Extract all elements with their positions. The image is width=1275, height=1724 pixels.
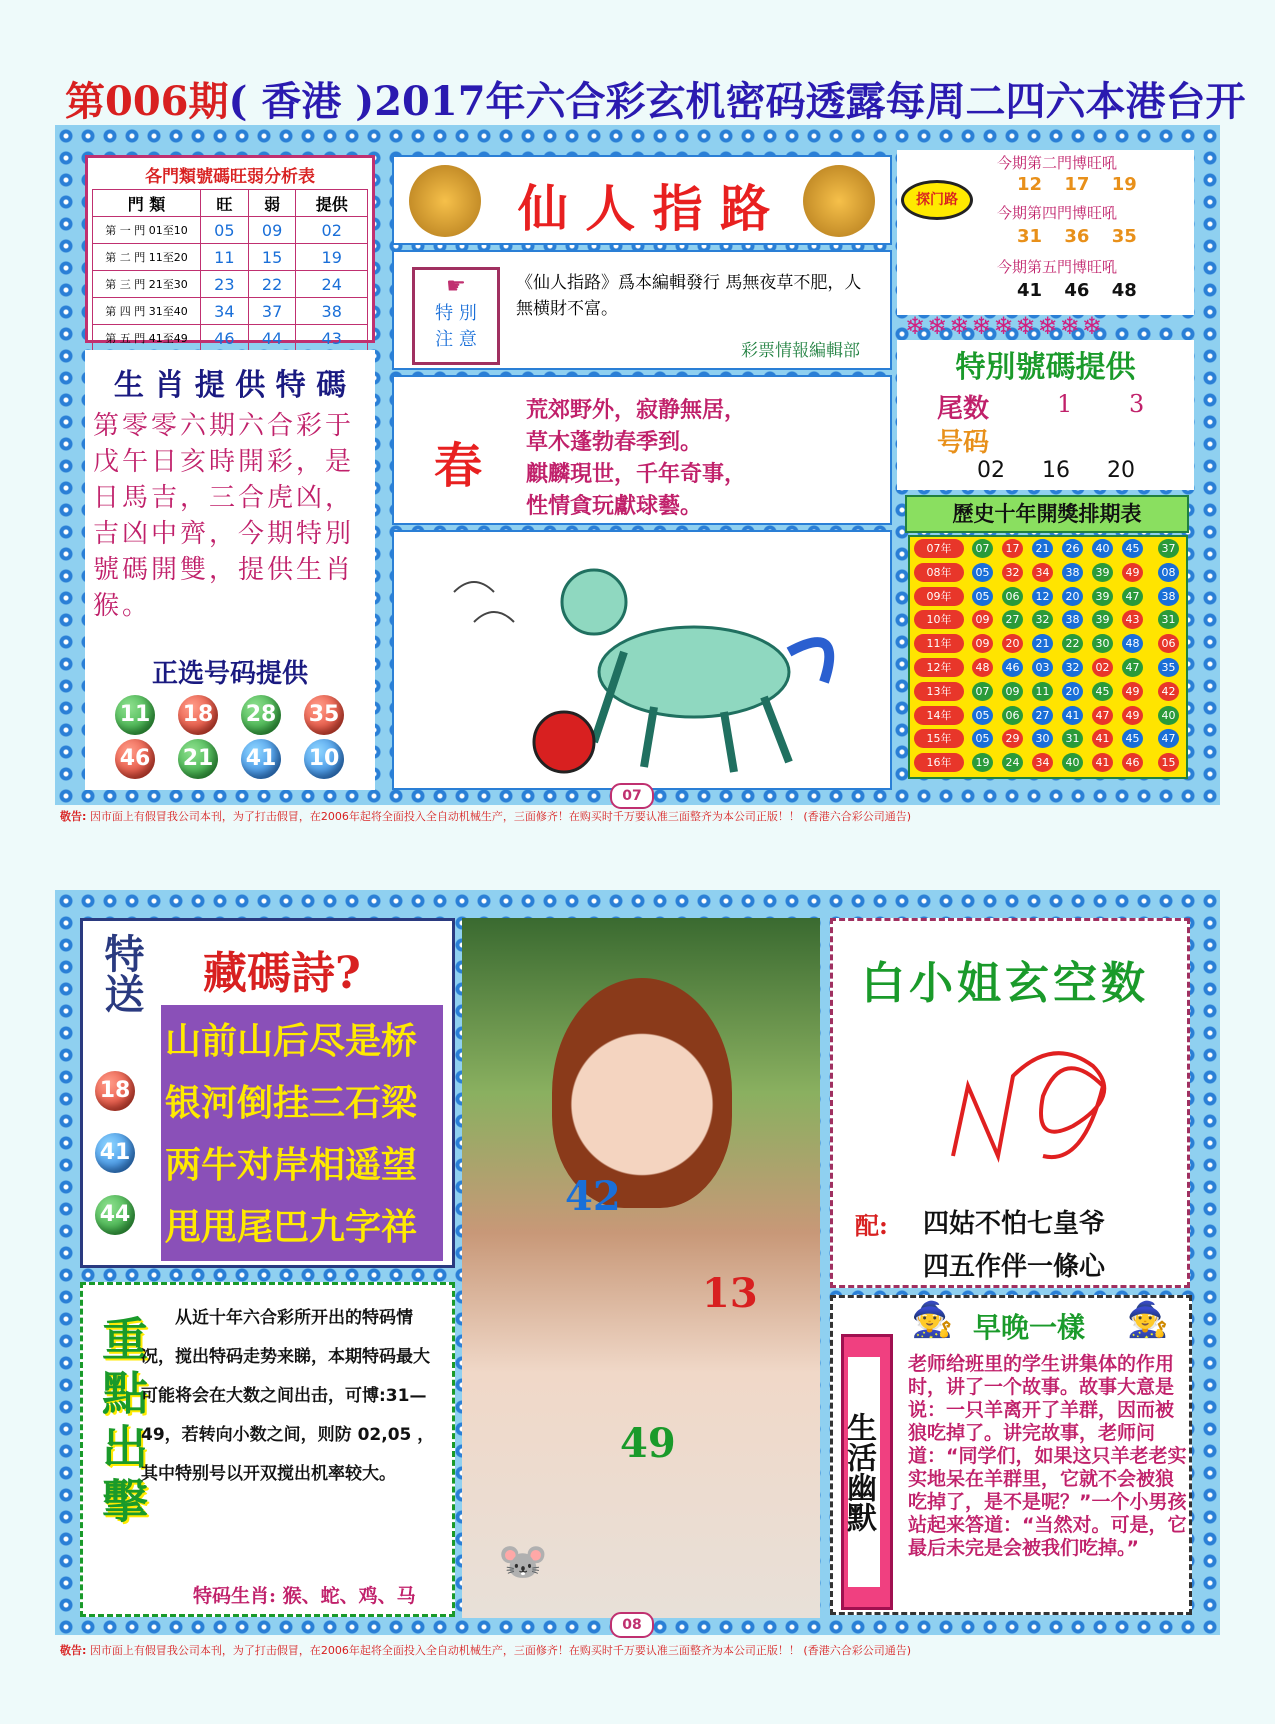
history-ball: 40 [1092,539,1113,558]
zodiac-text: 第零零六期六合彩于戊午日亥時開彩，是日馬吉，三合虎凶，吉凶中齊，今期特別號碼開雙，提供生肖猴。 [93,411,355,621]
history-ball: 37 [1158,539,1179,558]
history-ball: 41 [1092,753,1113,772]
history-ball: 49 [1122,682,1143,701]
miss-line: 四姑不怕七皇爷 [923,1209,1106,1239]
history-year: 09年 [914,587,964,606]
notice-label: 敬告: [60,810,87,823]
zodiac-title: 生 肖 提 供 特 碼 [113,368,347,403]
poem2-title: 藏碼詩? [203,948,361,999]
table-cell: 23 [201,271,249,298]
history-year: 12年 [914,658,964,677]
humor-title: 早晚一樣 [973,1311,1086,1344]
history-ball: 38 [1062,563,1083,582]
history-ball: 32 [1062,658,1083,677]
table-cell: 第 二 門 11至20 [93,244,201,271]
history-ball: 07 [972,539,993,558]
note-label-box [412,267,500,365]
history-ball: 20 [1002,634,1023,653]
history-row [910,608,1186,631]
mouse-icon: 🐭 [498,1539,548,1585]
history-year: 14年 [914,706,964,725]
history-ball: 08 [1158,563,1179,582]
miss-pei: 配: [855,1211,888,1240]
history-ball: 24 [1002,753,1023,772]
miss-line: 四五作伴一條心 [923,1252,1106,1282]
history-year: 16年 [914,753,964,772]
history-ball: 26 [1062,539,1083,558]
history-ball: 46 [1002,658,1023,677]
history-ball: 07 [972,682,993,701]
notice-line [60,808,1220,824]
history-ball: 21 [1032,634,1053,653]
history-ball: 47 [1122,658,1143,677]
number-ball: 35 [304,695,344,735]
history-ball: 05 [972,563,993,582]
history-ball: 09 [972,634,993,653]
photo-number: 49 [620,1420,676,1467]
history-ball: 19 [972,753,993,772]
main-picks-balls [115,695,365,785]
history-ball: 05 [972,729,993,748]
note-label: 特 別 [435,303,477,324]
table-cell: 11 [201,244,249,271]
history-ball: 38 [1158,587,1179,606]
issue-number: 第006期 [65,78,229,125]
poem2-ball: 18 [95,1071,135,1111]
history-year: 08年 [914,563,964,582]
history-ball: 21 [1032,539,1053,558]
poem-line: 荒郊野外，寂静無居， [526,397,747,423]
table-row [93,271,368,298]
header-title [65,70,1246,128]
focus-zodiac: 特码生肖: 猴、蛇、鸡、马 [193,1585,416,1607]
table-cell: 第 五 門 41至49 [93,325,201,352]
history-ball: 32 [1002,563,1023,582]
humor-side-text: 生活幽默 [848,1357,880,1587]
history-row [910,656,1186,679]
history-row [910,537,1186,560]
history-ball: 34 [1032,753,1053,772]
poem2-ball: 41 [95,1133,135,1173]
history-ball: 45 [1122,539,1143,558]
notice-sign: (香港六合彩公司通告) [803,1644,911,1657]
miss-title: 白小姐玄空数 [861,958,1149,1009]
poem2-line: 银河倒挂三石梁 [165,1083,418,1124]
door-nums: 12 17 19 [1017,174,1137,195]
table-cell: 第 四 門 31至40 [93,298,201,325]
history-ball: 40 [1062,753,1083,772]
history-ball: 15 [1158,753,1179,772]
pointing-hand-icon: ☛ [446,274,466,299]
table-cell: 第 一 門 01至10 [93,217,201,244]
focus-panel [80,1282,455,1617]
history-ball: 42 [1158,682,1179,701]
door-nums: 31 36 35 [1017,226,1137,247]
special-nums: 02 16 20 [977,458,1135,483]
analysis-title: 各門類號碼旺弱分析表 [145,167,315,187]
note-label: 注 意 [435,329,477,350]
tail-label: 尾数 [937,394,990,424]
focus-side-label: 重點出擊 [95,1315,149,1531]
history-ball: 30 [1092,634,1113,653]
region-label: ( 香港 ) [228,78,375,125]
history-ball: 35 [1158,658,1179,677]
witch-icon: 🧙 [911,1300,954,1340]
miss-panel [830,918,1190,1288]
poem2-ball: 44 [95,1195,135,1235]
history-ball: 29 [1002,729,1023,748]
history-ball: 47 [1092,706,1113,725]
history-row [910,632,1186,655]
note-box [392,250,892,370]
history-row [910,680,1186,703]
title-text: 2017年六合彩玄机密码透露每周二四六本港台开 [374,78,1246,125]
history-year: 11年 [914,634,964,653]
history-ball: 40 [1158,706,1179,725]
poem2-panel [80,918,455,1268]
history-row [910,561,1186,584]
zodiac-panel [85,350,375,790]
number-ball: 11 [115,695,155,735]
table-header: 提供 [296,190,368,217]
notice-line [60,1642,1220,1658]
coin-icon [803,165,875,237]
humor-text: 老师给班里的学生讲集体的作用时，讲了一个故事。故事大意是说：一只羊离开了羊群，因而被狼吃掉了。讲完故事，老师问道：“同学们，如果这只羊老老实实地呆在羊群里，它就不会被狼吃掉了，是不是呢？”一个小男孩站起来答道：“当然对。可是，它最后未完是会被我们吃掉。” [908,1353,1187,1559]
history-row [910,727,1186,750]
table-cell: 05 [201,217,249,244]
history-ball: 39 [1092,610,1113,629]
number-ball: 21 [178,739,218,779]
history-ball: 09 [1002,682,1023,701]
poem2-line: 山前山后尽是桥 [165,1021,418,1062]
analysis-table [92,189,368,352]
history-ball: 31 [1062,729,1083,748]
season-poem-box [392,375,892,525]
note-sign: 彩票情報編輯部 [741,341,860,361]
table-cell: 15 [248,244,296,271]
history-ball: 45 [1122,729,1143,748]
notice-label: 敬告: [60,1644,87,1657]
qilin-illustration [392,530,892,790]
history-ball: 47 [1158,729,1179,748]
history-ball: 48 [972,658,993,677]
coin-icon [409,165,481,237]
qilin-icon [394,532,890,788]
history-ball: 20 [1062,682,1083,701]
history-ball: 30 [1032,729,1053,748]
history-ball: 06 [1002,587,1023,606]
special-title: 特別號碼提供 [955,350,1136,385]
note-text: 《仙人指路》爲本編輯發行 馬無夜草不肥，人無横財不富。 [516,273,862,319]
table-row [93,298,368,325]
number-ball: 46 [115,739,155,779]
history-ball: 39 [1092,563,1113,582]
door-badge: 探门路 [901,180,973,220]
table-cell: 第 三 門 21至30 [93,271,201,298]
history-ball: 46 [1122,753,1143,772]
table-header: 弱 [248,190,296,217]
history-table [908,535,1188,779]
door-label: 今期第二門博旺吼 [997,154,1118,172]
history-ball: 45 [1092,682,1113,701]
table-header: 門 類 [93,190,201,217]
history-ball: 49 [1122,706,1143,725]
table-cell: 46 [201,325,249,352]
number-ball: 18 [178,695,218,735]
history-row [910,751,1186,774]
table-cell: 34 [201,298,249,325]
history-ball: 48 [1122,634,1143,653]
history-ball: 20 [1062,587,1083,606]
photo-panel [462,918,820,1618]
signature-icon [933,1026,1133,1186]
special-panel [897,340,1194,490]
history-ball: 06 [1158,634,1179,653]
main-picks-title: 正选号码提供 [151,659,308,689]
history-ball: 49 [1122,563,1143,582]
table-row [93,244,368,271]
history-ball: 06 [1002,706,1023,725]
table-row [93,190,368,217]
history-ball: 05 [972,706,993,725]
poem-line: 性情貪玩獻球藝。 [526,493,703,519]
notice-sign: (香港六合彩公司通告) [803,810,911,823]
poem2-line: 两牛对岸相遥望 [165,1145,418,1186]
poem2-line: 甩甩尾巴九字祥 [165,1207,418,1248]
history-year: 15年 [914,729,964,748]
num-label: 号码 [937,428,990,458]
number-ball: 10 [304,739,344,779]
table-header: 旺 [201,190,249,217]
history-ball: 38 [1062,610,1083,629]
history-ball: 05 [972,587,993,606]
history-ball: 02 [1092,658,1113,677]
table-cell: 24 [296,271,368,298]
history-ball: 39 [1092,587,1113,606]
history-ball: 47 [1122,587,1143,606]
table-cell: 19 [296,244,368,271]
page-number: 07 [610,783,654,809]
number-ball: 28 [241,695,281,735]
focus-text: 从近十年六合彩所开出的特码情况，搅出特码走势来睇，本期特码最大可能将会在大数之间出击，可博:31—49，若转向小数之间，则防 02,05 ，其中特别号以开双搅出机率较大。 [141,1308,435,1484]
history-ball: 41 [1062,706,1083,725]
history-ball: 09 [972,610,993,629]
history-row [910,585,1186,608]
table-row [93,325,368,352]
notice-text: 因市面上有假冒我公司本刊，为了打击假冒，在2006年起将全面投入全自动机械生产，三面修齐！在购买时千万要认准三面整齐为本公司正版！！ [89,810,800,823]
tail-num: 1 [1057,390,1073,418]
humor-panel [830,1295,1192,1615]
season-label: 春 [434,438,483,494]
history-ball: 31 [1158,610,1179,629]
analysis-table-box [85,155,375,348]
history-year: 07年 [914,539,964,558]
door-label: 今期第四門博旺吼 [997,204,1118,222]
xianren-title: 仙 人 指 路 [517,179,771,238]
history-ball: 34 [1032,563,1053,582]
door-panel [897,150,1194,315]
photo-number: 42 [565,1173,621,1220]
humor-side-label [841,1334,893,1610]
history-ball: 41 [1092,729,1113,748]
notice-text: 因市面上有假冒我公司本刊，为了打击假冒，在2006年起将全面投入全自动机械生产，三面修齐！在购买时千万要认准三面整齐为本公司正版！！ [89,1644,800,1657]
xianren-title-box [392,155,892,245]
history-ball: 43 [1122,610,1143,629]
table-cell: 02 [296,217,368,244]
history-ball: 27 [1002,610,1023,629]
history-ball: 12 [1032,587,1053,606]
history-ball: 32 [1032,610,1053,629]
history-year: 13年 [914,682,964,701]
table-cell: 43 [296,325,368,352]
history-ball: 27 [1032,706,1053,725]
history-ball: 22 [1062,634,1083,653]
history-ball: 17 [1002,539,1023,558]
table-cell: 09 [248,217,296,244]
history-year: 10年 [914,610,964,629]
history-ball: 03 [1032,658,1053,677]
photo-number: 13 [702,1270,758,1317]
door-nums: 41 46 48 [1017,280,1137,301]
poem-line: 草木蓬勃春季到。 [526,429,703,455]
table-row [93,217,368,244]
door-label: 今期第五門博旺吼 [997,258,1118,276]
table-cell: 37 [248,298,296,325]
history-row [910,704,1186,727]
table-cell: 44 [248,325,296,352]
snowflake-divider: ❄❄❄❄❄❄❄❄❄ [905,312,1104,340]
history-title: 歷史十年開獎排期表 [905,495,1189,533]
table-cell: 38 [296,298,368,325]
poem2-side-label: 特送 [98,933,145,1013]
table-cell: 22 [248,271,296,298]
number-ball: 41 [241,739,281,779]
witch-icon: 🧙 [1126,1300,1169,1340]
tail-num: 3 [1129,390,1145,418]
poem-line: 麒麟現世，千年奇事， [526,461,747,487]
history-ball: 11 [1032,682,1053,701]
page-number: 08 [610,1612,654,1638]
